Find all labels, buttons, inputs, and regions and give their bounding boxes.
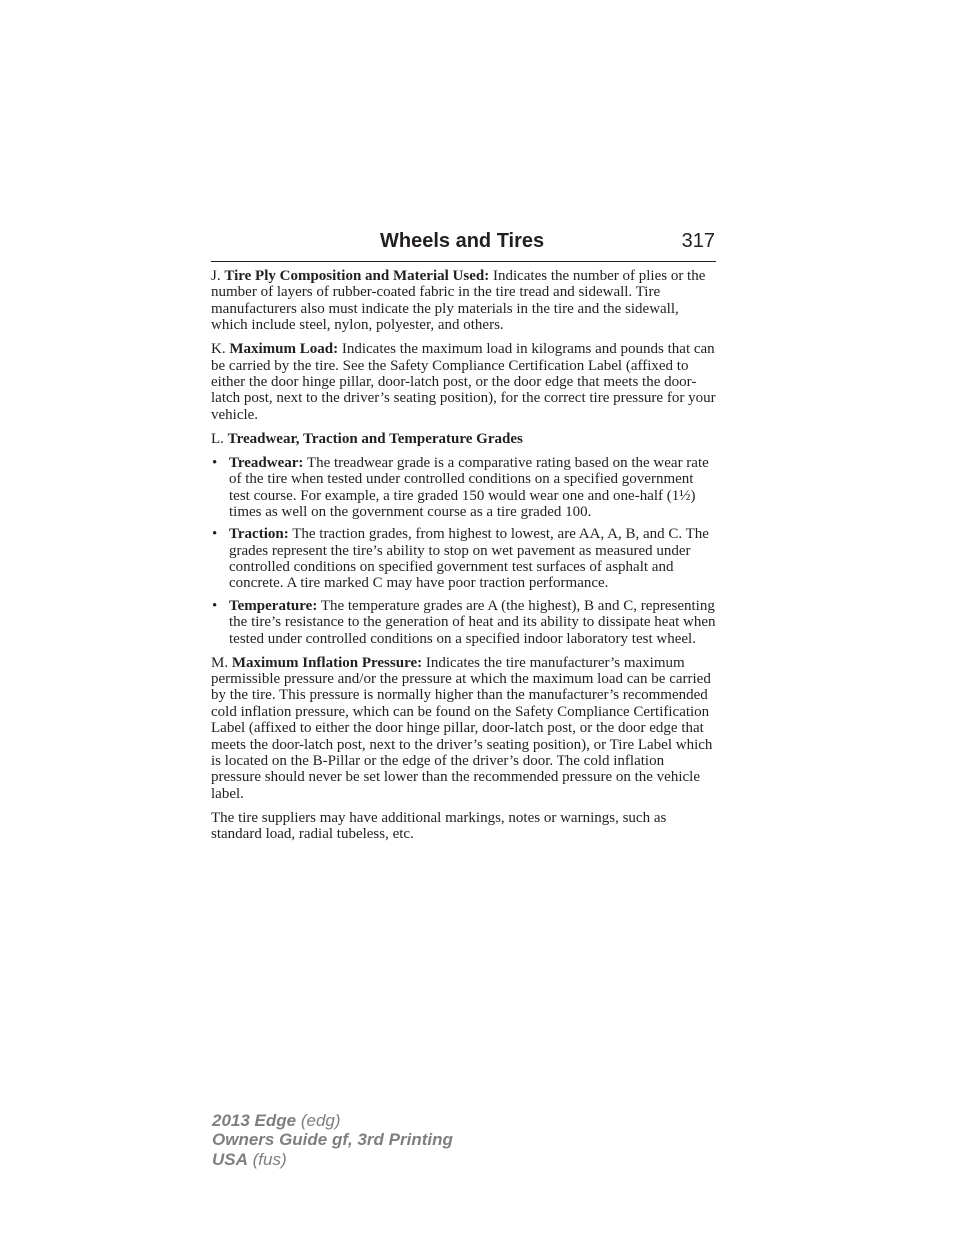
section-body: Indicates the number of plies or the number of layers of rubber-coated fabric in the tire tread and sidewall. Tire manufacturers also must indicate the ply materials in the tire and the sidewall, which include steel, nylon, polyester, and others. <box>211 268 706 334</box>
footer-line-model <box>212 1111 453 1130</box>
footer-model: 2013 Edge <box>212 1111 297 1130</box>
section-letter: K. <box>211 341 226 358</box>
page-number: 317 <box>681 230 715 252</box>
section-heading: Maximum Inflation Pressure: <box>231 654 423 671</box>
section-heading: Treadwear, Traction and Temperature Grades <box>227 430 523 447</box>
page-content <box>211 268 717 850</box>
section-letter: M. <box>211 654 229 671</box>
bullet-term: Traction: <box>229 526 289 543</box>
section-letter: J. <box>211 268 221 284</box>
footer-model-code: (edg) <box>300 1111 341 1130</box>
footer-market: USA <box>212 1149 248 1169</box>
section-m <box>211 655 717 803</box>
footer-line-market <box>212 1150 453 1169</box>
section-heading: Tire Ply Composition and Material Used: <box>224 268 490 284</box>
bullet-text: The treadwear grade is a comparative rating based on the wear rate of the tire when tested under controlled conditions on a specified government test course. For example, a tire graded 150 would wear one and one-half (1½) times as well on the government course as a tire graded 100. <box>229 454 709 521</box>
section-heading: Maximum Load: <box>229 341 339 358</box>
list-item-traction <box>211 526 717 592</box>
bullet-icon: • <box>212 454 218 471</box>
section-j <box>211 268 717 334</box>
closing-paragraph: The tire suppliers may have additional markings, notes or warnings, such as standard load, radial tubeless, etc. <box>211 809 667 843</box>
bullet-term: Treadwear: <box>229 454 304 471</box>
section-l <box>211 431 717 447</box>
footer-line-guide <box>212 1130 453 1149</box>
grades-list <box>211 455 717 647</box>
page-footer <box>212 1111 453 1169</box>
section-body: Indicates the maximum load in kilograms and pounds that can be carried by the tire. See the Safety Compliance Certification Label (affixed to either the door hinge pillar, door-latch post, or the door edge that meets the door-latch post, next to the driver’s seating position), for the correct tire pressure for your vehicle. <box>211 341 716 423</box>
page-header <box>211 228 716 262</box>
footer-market-code: (fus) <box>252 1149 287 1169</box>
bullet-text: The traction grades, from highest to lowest, are AA, A, B, and C. The grades represent the tire’s ability to stop on wet pavement as measured under controlled conditions on specified government test surfaces of asphalt and concrete. A tire marked C may have poor traction performance. <box>229 526 709 592</box>
section-k <box>211 341 717 423</box>
section-letter: L. <box>211 430 224 447</box>
list-item-temperature <box>211 598 717 647</box>
bullet-icon: • <box>212 597 218 614</box>
bullet-term: Temperature: <box>229 597 318 614</box>
section-body: Indicates the tire manufacturer’s maximum permissible pressure and/or the pressure at which the maximum load can be carried by the tire. This pressure is normally higher than the manufacturer’s recommended cold inflation pressure, which can be found on the Safety Compliance Certification Label (affixed to either the door hinge pillar, door-latch post, or the door edge that meets the door-latch post, next to the driver’s seating position), or Tire Label which is located on the B-Pillar or the edge of the driver’s door. The cold inflation pressure should never be set lower than the recommended pressure on the vehicle label. <box>211 654 713 802</box>
page-title: Wheels and Tires <box>380 230 545 252</box>
bullet-icon: • <box>212 526 218 543</box>
bullet-text: The temperature grades are A (the highest), B and C, representing the tire’s resistance to the generation of heat and its ability to dissipate heat when tested under controlled conditions on a specified indoor laboratory test wheel. <box>229 597 716 647</box>
list-item-treadwear <box>211 455 717 521</box>
footer-guide: Owners Guide gf, 3rd Printing <box>212 1130 453 1150</box>
